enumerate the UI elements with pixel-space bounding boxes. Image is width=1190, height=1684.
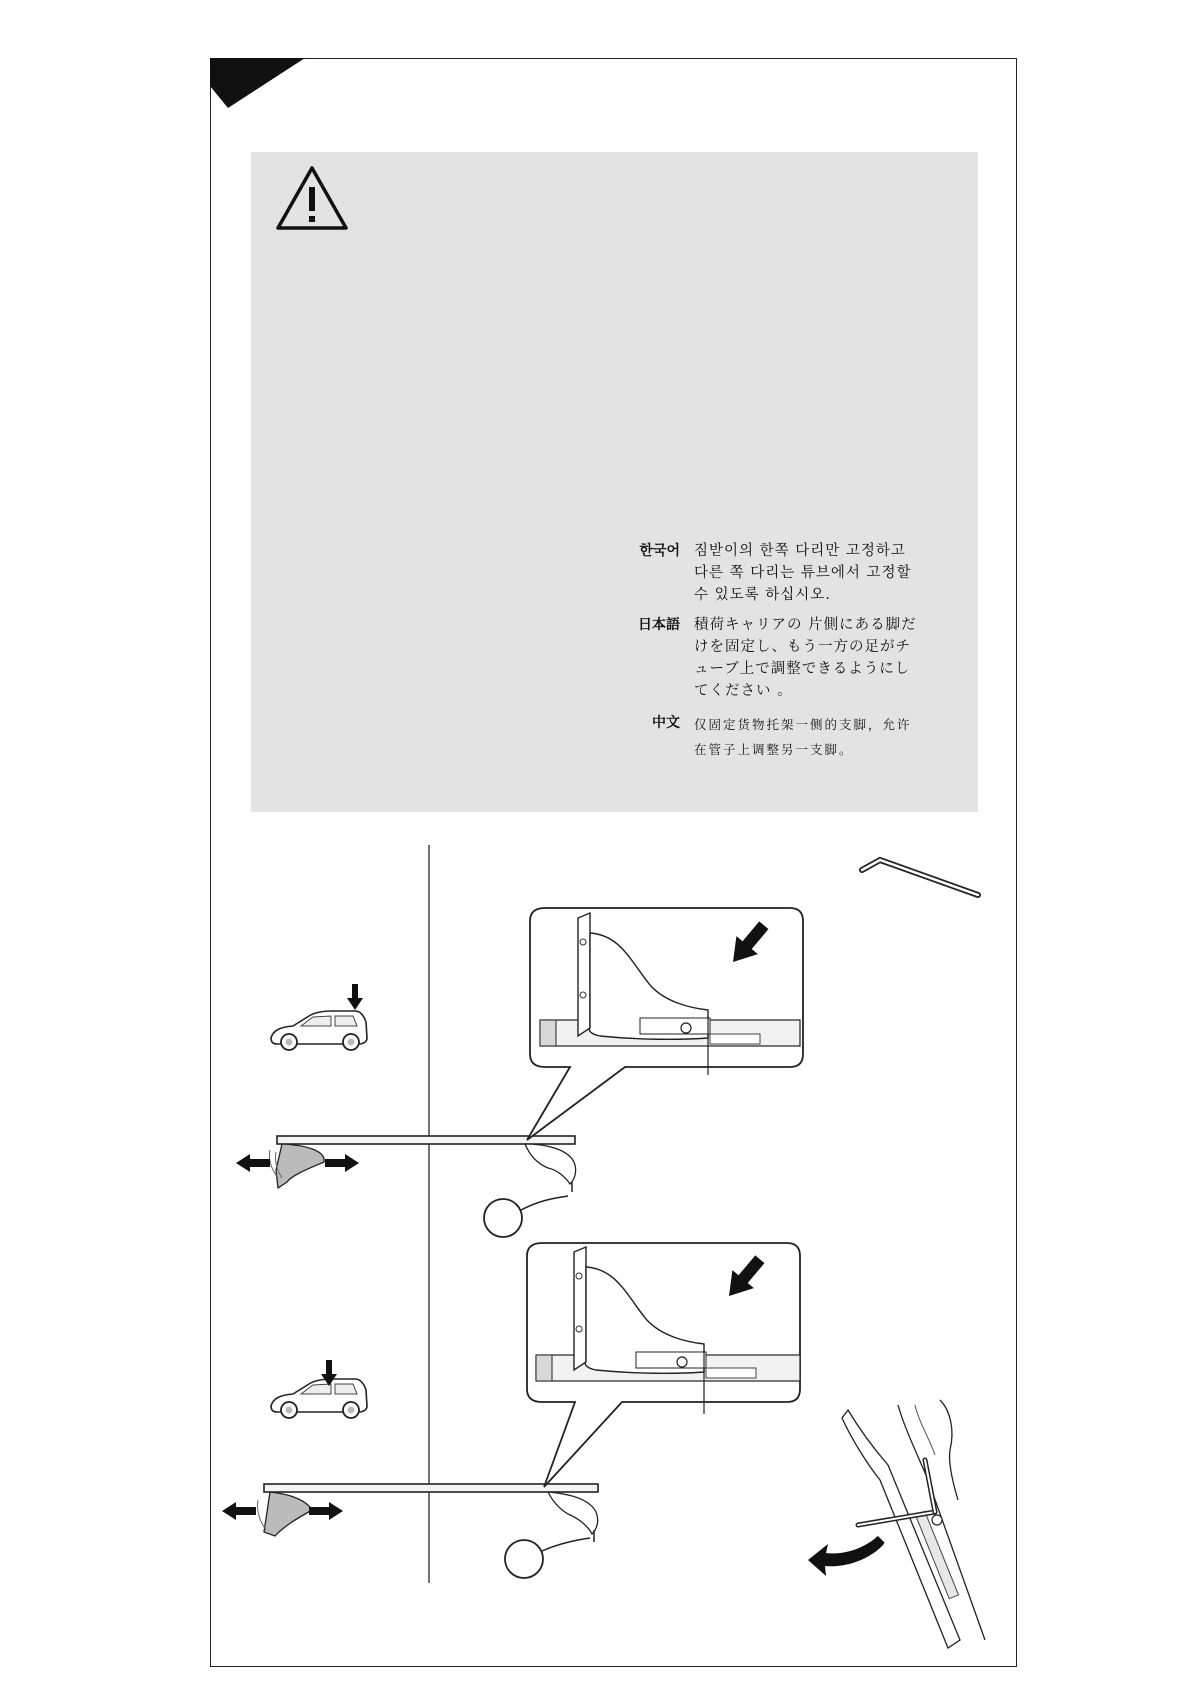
arrow-left-icon [236,1154,270,1172]
detail-callout-1 [527,908,803,1140]
lang-label-chinese: 中文 [652,715,680,731]
arrow-left-icon [222,1502,256,1520]
position-marker-2 [505,1538,590,1578]
lang-label-korean: 한국어 [639,543,680,559]
arrow-right-icon [309,1502,343,1520]
rotate-arrow-icon [808,1536,885,1576]
adjustment-detail [842,1400,985,1648]
press-arrow-icon [347,984,363,1010]
arrow-right-icon [325,1154,359,1172]
lang-label-japanese: 日本語 [638,617,680,633]
roof-bar-1 [269,1136,575,1192]
car-icon [271,1011,367,1050]
lang-text-korean: 짐받이의 한쪽 다리만 고정하고 다른 쪽 다리는 튜브에서 고정할 수 있도록 하십시오. [694,543,912,603]
roof-bar-2 [257,1484,598,1542]
position-marker-1 [484,1196,568,1237]
allen-key-icon [862,860,978,895]
car-icon [271,1379,367,1418]
lang-text-japanese: 積荷キャリアの 片側にある脚だ けを固定し、もう一方の足がチ ューブ上で調整できるようにし てください 。 [694,617,917,699]
detail-callout-2 [527,1243,800,1487]
lang-text-chinese: 仅固定货物托架一侧的支脚，允许 在管子上调整另一支脚。 [694,717,912,757]
